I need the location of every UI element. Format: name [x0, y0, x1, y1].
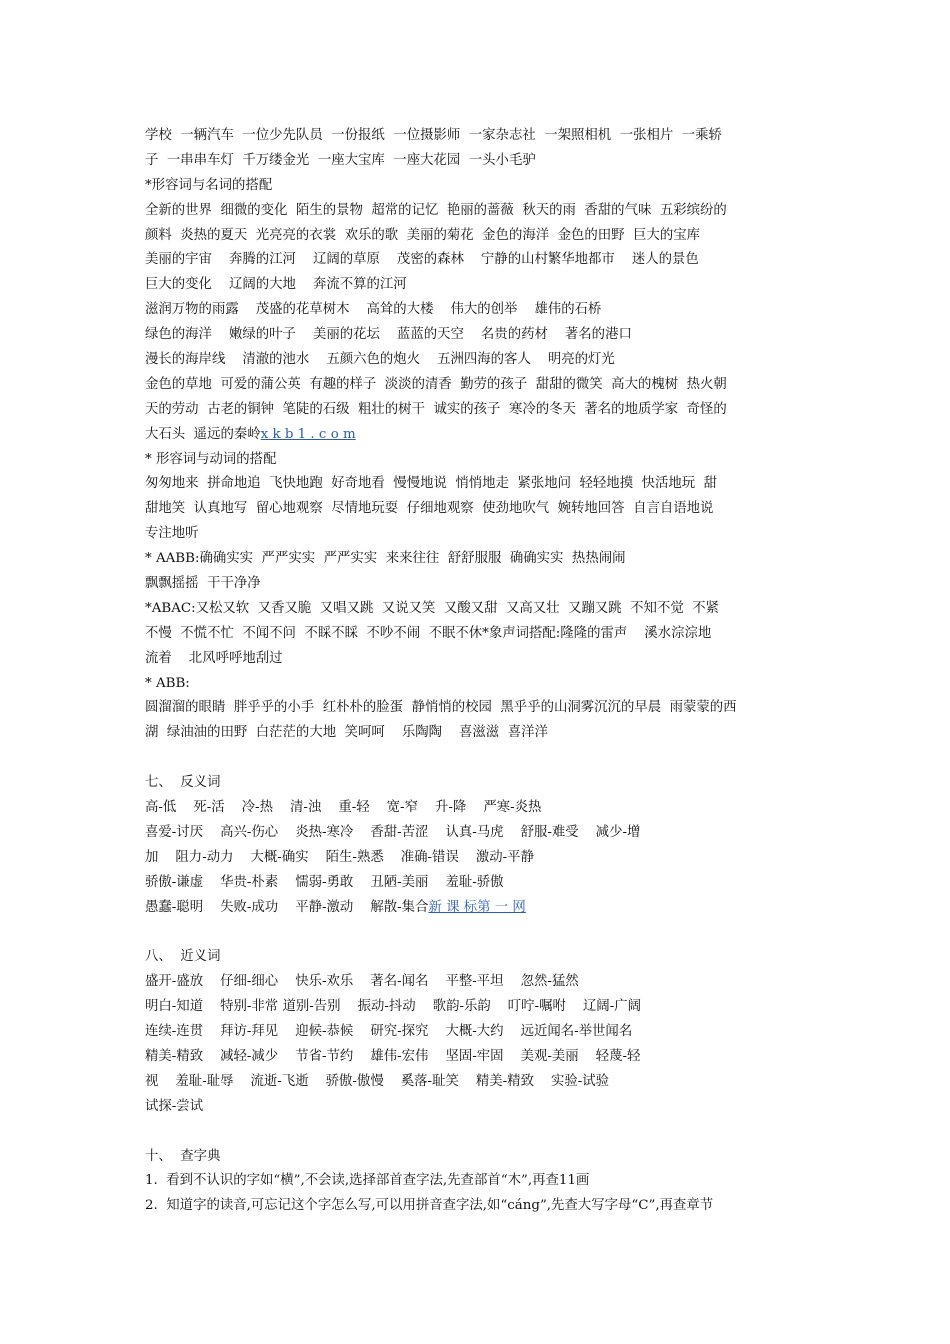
text-line: * AABB:确确实实 严严实实 严严实实 来来往往 舒舒服服 确确实实 热热闹闹: [145, 551, 626, 567]
text-line: 学校 一辆汽车 一位少先队员 一份报纸 一位摄影师 一家杂志社 一架照相机 一张相片 一乘轿: [145, 128, 722, 143]
text-line: 圆溜溜的眼睛 胖乎乎的小手 红朴朴的脸蛋 静悄悄的校园 黑乎乎的山洞雾沉沉的早晨 雨蒙蒙的西: [145, 700, 737, 716]
text-line: 美丽的宇宙 奔腾的江河 辽阔的草原 茂密的森林 宁静的山村繁华地都市 迷人的景色: [145, 252, 699, 268]
text-line: 颜料 炎热的夏天 光亮亮的衣裳 欢乐的歌 美丽的菊花 金色的海洋 金色的田野 巨大的宝库: [145, 227, 701, 243]
text-line: 子 一串串车灯 千万缕金光 一座大宝库 一座大花园 一头小毛驴: [145, 152, 536, 168]
blank-line: [145, 921, 810, 946]
xinkebiao-link[interactable]: 新 课 标第 一 网: [428, 899, 526, 915]
text-line: 流着 北风呼呼地刮过: [145, 650, 283, 666]
text-line: 专注地听: [145, 526, 199, 542]
text-line: 明白-知道 特别-非常 道别-告别 振动-抖动 歌韵-乐韵 叮咛-嘱咐 辽阔-广阔: [145, 999, 641, 1015]
text-line: 盛开-盛放 仔细-细心 快乐-欢乐 著名-闻名 平整-平坦 忽然-猛然: [145, 974, 579, 990]
text-line: 绿色的海洋 嫩绿的叶子 美丽的花坛 蓝蓝的天空 名贵的药材 著名的港口: [145, 327, 632, 343]
text-line: 试探-尝试: [145, 1098, 204, 1114]
line-text: 愚蠢-聪明 失败-成功 平静-激动 解散-集合: [145, 899, 429, 915]
text-line: 滋润万物的雨露 茂盛的花草树木 高耸的大楼 伟大的创举 雄伟的石桥: [145, 302, 602, 318]
text-line: 湖 绿油油的田野 白茫茫的大地 笑呵呵 乐陶陶 喜滋滋 喜洋洋: [145, 725, 548, 741]
text-line: 匆匆地来 拼命地追 飞快地跑 好奇地看 慢慢地说 悄悄地走 紧张地问 轻轻地摸 快活地玩 甜: [145, 476, 718, 492]
text-line: 全新的世界 细微的变化 陌生的景物 超常的记忆 艳丽的蔷薇 秋天的雨 香甜的气味 五彩缤纷的: [145, 202, 727, 218]
text-line: 连续-连贯 拜访-拜见 迎候-恭候 研究-探究 大概-大约 远近闻名-举世闻名: [145, 1024, 633, 1040]
text-line: [145, 423, 810, 448]
section-heading: * ABB:: [145, 675, 190, 691]
section-heading: * 形容词与动词的搭配: [145, 451, 277, 467]
text-line: 高-低 死-活 冷-热 清-浊 重-轻 宽-窄 升-降 严寒-炎热: [145, 800, 542, 816]
text-line: 加 阻力-动力 大概-确实 陌生-熟悉 准确-错误 激动-平静: [145, 849, 534, 865]
text-line: 不慢 不慌不忙 不闻不问 不睬不睬 不吵不闹 不眠不休*象声词搭配:隆隆的雷声 溪水淙淙地: [145, 625, 712, 641]
section-heading-synonyms: 八、 近义词: [145, 949, 221, 965]
text-line: 飘飘摇摇 干干净净: [145, 576, 261, 592]
text-line: *ABAC:又松又软 又香又脆 又唱又跳 又说又笑 又酸又甜 又高又壮 又蹦又跳 不知不觉 不紧: [145, 600, 720, 616]
blank-line: [145, 746, 810, 771]
section-heading: *形容词与名词的搭配: [145, 177, 273, 193]
text-line: 2. 知道字的读音,可忘记这个字怎么写,可以用拼音查字法,如“cáng”,先查大写字母“C”,再查章节: [145, 1198, 714, 1214]
text-line: 金色的草地 可爱的蒲公英 有趣的样子 淡淡的清香 勤劳的孩子 甜甜的微笑 高大的槐树 热火朝: [145, 376, 727, 392]
text-line: 巨大的变化 辽阔的大地 奔流不算的江河: [145, 277, 407, 293]
text-line: 1. 看到不认识的字如“横”,不会读,选择部首查字法,先查部首“木”,再查11画: [145, 1173, 590, 1189]
text-line: 甜地笑 认真地写 留心地观察 尽情地玩耍 仔细地观察 使劲地吹气 婉转地回答 自言自语地说: [145, 501, 714, 517]
line-text: 大石头 遥远的秦岭: [145, 426, 261, 442]
text-line: [145, 896, 810, 921]
section-heading-dictionary: 十、 查字典: [145, 1148, 221, 1164]
text-line: 骄傲-谦虚 华贵-朴素 懦弱-勇敢 丑陋-美丽 羞耻-骄傲: [145, 874, 504, 890]
text-line: 漫长的海岸线 清澈的池水 五颜六色的炮火 五洲四海的客人 明亮的灯光: [145, 352, 615, 368]
text-line: 喜爱-讨厌 高兴-伤心 炎热-寒冷 香甜-苦涩 认真-马虎 舒服-难受 减少-增: [145, 824, 641, 840]
text-line: 天的劳动 古老的铜钟 笔陡的石级 粗壮的树干 诚实的孩子 寒冷的冬天 著名的地质学家 奇怪的: [145, 401, 727, 417]
section-heading-antonyms: 七、 反义词: [145, 775, 221, 791]
document-body: [145, 124, 810, 1219]
text-line: 精美-精致 减轻-减少 节省-节约 雄伟-宏伟 坚固-牢固 美观-美丽 轻蔑-轻: [145, 1048, 641, 1064]
text-line: 视 羞耻-耻辱 流逝-飞逝 骄傲-傲慢 奚落-耻笑 精美-精致 实验-试验: [145, 1073, 610, 1089]
blank-line: [145, 1120, 810, 1145]
xkb1-link[interactable]: x k b 1 . c o m: [260, 426, 356, 442]
